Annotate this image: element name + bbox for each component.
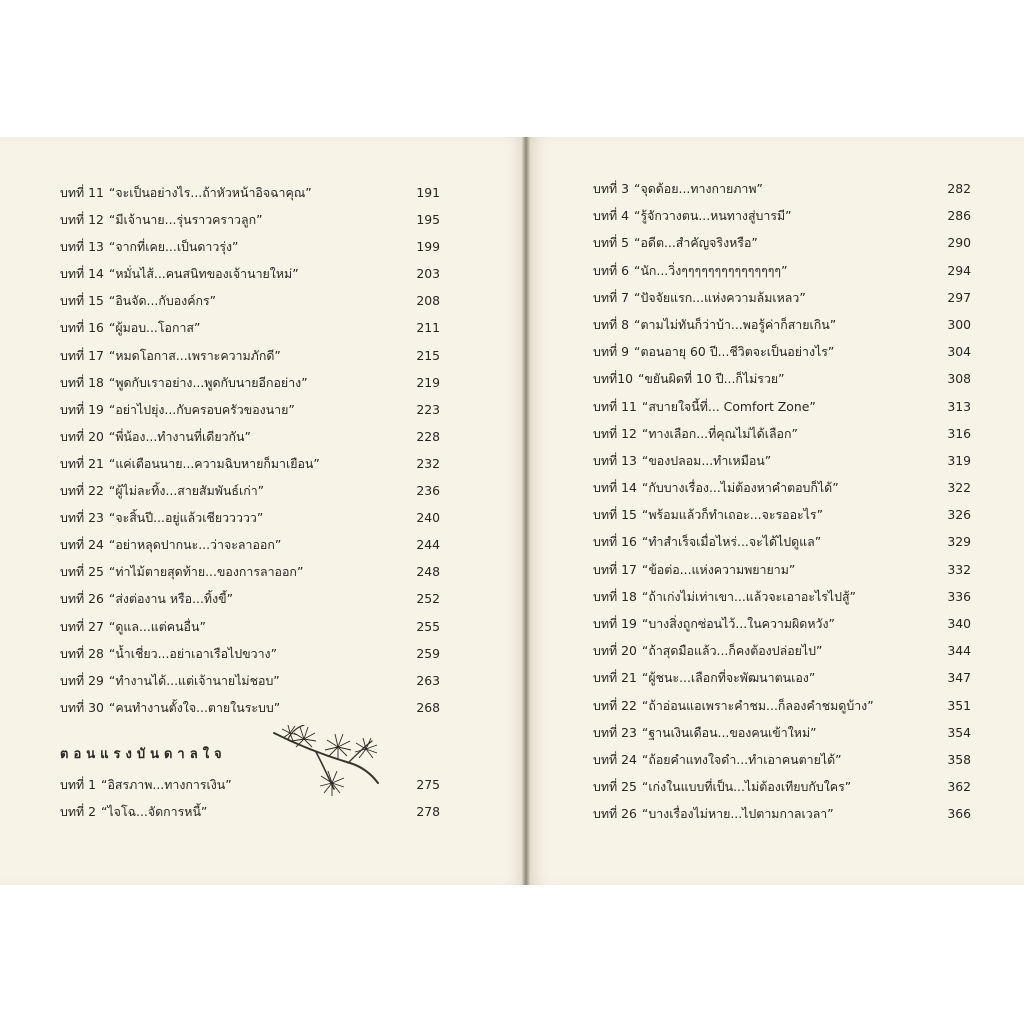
toc-entry <box>60 667 440 694</box>
toc-entry <box>60 585 440 612</box>
chapter-title: “ถ้อยคำแทงใจดำ...ทำเอาคนตายได้” <box>641 751 842 767</box>
page-number: 228 <box>416 428 440 444</box>
chapter-number: บทที่ 14 <box>593 480 637 496</box>
toc-entry <box>593 583 971 610</box>
chapter-title: “จากที่เคย...เป็นดาวรุ่ง” <box>108 239 239 255</box>
toc-entry <box>593 365 971 392</box>
toc-entry <box>593 202 971 229</box>
chapter-number: บทที่ 26 <box>593 806 637 822</box>
chapter-number: บทที่ 19 <box>60 401 104 417</box>
page-number: 332 <box>947 561 971 577</box>
chapter-number: บทที่ 19 <box>593 616 637 631</box>
chapter-title: “ทำงานได้...แต่เจ้านายไม่ชอบ” <box>108 672 280 688</box>
chapter-number: บทที่ 20 <box>593 643 637 659</box>
toc-entry <box>593 800 971 827</box>
chapter-number: บทที่ 15 <box>593 507 637 523</box>
toc-entry <box>593 447 971 474</box>
chapter-title: “ปัจจัยแรก...แห่งความล้มเหลว” <box>634 289 806 305</box>
chapter-number: บทที่ 2 <box>60 804 97 820</box>
page-number: 208 <box>416 293 440 309</box>
chapter-number: บทที่ 12 <box>60 212 104 228</box>
chapter-number: บทที่ 5 <box>593 235 630 251</box>
chapter-title: “นัก...วิ่งๆๆๆๆๆๆๆๆๆๆๆๆๆๆๆ” <box>634 262 788 278</box>
page-number: 215 <box>416 347 440 363</box>
chapter-title: “สบายใจนี้ที่... Comfort Zone” <box>641 398 816 414</box>
toc-entry <box>593 474 971 501</box>
toc-entry <box>593 257 971 284</box>
page-number: 223 <box>416 401 440 417</box>
page-number: 255 <box>416 618 440 634</box>
chapter-number: บทที่ 24 <box>60 537 104 553</box>
page-number: 329 <box>947 534 971 550</box>
chapter-title: “คนทำงานตั้งใจ...ตายในระบบ” <box>108 699 281 715</box>
toc-entry <box>60 260 440 287</box>
chapter-title: “อดีต...สำคัญจริงหรือ” <box>634 235 758 251</box>
toc-entry <box>593 773 971 800</box>
chapter-number: บทที่ 11 <box>593 398 637 414</box>
page-number: 268 <box>416 699 440 715</box>
chapter-title: “ฐานเงินเดือน...ของคนเข้าใหม่” <box>641 724 817 740</box>
page-number: 316 <box>947 425 971 441</box>
chapter-number: บทที่ 22 <box>60 483 104 499</box>
chapter-title: “ตอนอายุ 60 ปี...ชีวิตจะเป็นอย่างไร” <box>634 344 835 360</box>
toc-entry <box>60 206 440 233</box>
page-number: 308 <box>947 371 971 387</box>
page-number: 195 <box>416 212 440 228</box>
page-number: 240 <box>416 510 440 526</box>
chapter-number: บทที่ 16 <box>593 534 637 550</box>
chapter-title: “รู้จักวางตน...หนทางสู่บารมี” <box>634 208 792 224</box>
toc-entry <box>60 640 440 667</box>
page-number: 336 <box>947 588 971 604</box>
chapter-title: “ดูแล...แต่คนอื่น” <box>108 618 206 634</box>
toc-entry <box>60 396 440 423</box>
toc-entry <box>593 284 971 311</box>
toc-entry <box>60 531 440 558</box>
chapter-title: “จุดด้อย...ทางกายภาพ” <box>634 181 763 196</box>
page-number: 199 <box>416 239 440 255</box>
chapter-number: บทที่ 13 <box>593 452 637 468</box>
chapter-number: บทที่ 29 <box>60 672 104 688</box>
toc-entry <box>60 771 440 798</box>
toc-entry <box>60 423 440 450</box>
chapter-title: “ทางเลือก...ที่คุณไม่ได้เลือก” <box>641 425 798 441</box>
chapter-number: บทที่ 24 <box>593 751 637 767</box>
chapter-title: “ผู้ชนะ...เลือกที่จะพัฒนาตนเอง” <box>641 670 816 686</box>
chapter-title: “ผู้มอบ...โอกาส” <box>108 320 201 336</box>
toc-entry <box>60 233 440 260</box>
chapter-number: บทที่ 13 <box>60 239 104 255</box>
toc-entry <box>593 175 971 202</box>
page-number: 278 <box>416 804 440 820</box>
chapter-title: “บางสิ่งถูกซ่อนไว้...ในความผิดหวัง” <box>641 616 835 631</box>
chapter-number: บทที่ 23 <box>593 724 637 740</box>
toc-entry <box>593 528 971 555</box>
section-title: ตอนแรงบันดาลใจ <box>60 747 227 762</box>
toc-entry <box>593 746 971 773</box>
chapter-number: บทที่ 18 <box>60 374 104 390</box>
page-number: 263 <box>416 672 440 688</box>
toc-entry <box>593 393 971 420</box>
chapter-title: “ข้อต่อ...แห่งความพยายาม” <box>641 561 796 577</box>
toc-entry <box>593 501 971 528</box>
toc-entry <box>593 637 971 664</box>
chapter-number: บทที่ 18 <box>593 588 637 604</box>
chapter-title: “พูดกับเราอย่าง...พูดกับนายอีกอย่าง” <box>108 374 308 390</box>
page-number: 236 <box>416 483 440 499</box>
page-number: 252 <box>416 591 440 607</box>
page-number: 347 <box>947 670 971 686</box>
chapter-number: บทที่ 11 <box>60 185 104 200</box>
toc-entry <box>593 338 971 365</box>
page-number: 300 <box>947 316 971 332</box>
page-number: 297 <box>947 289 971 305</box>
chapter-number: บทที่ 12 <box>593 425 637 441</box>
page-number: 340 <box>947 616 971 631</box>
page-number: 203 <box>416 266 440 282</box>
toc-left-section-list <box>60 771 440 825</box>
page-number: 366 <box>947 806 971 822</box>
chapter-title: “อิสรภาพ...ทางการเงิน” <box>101 777 232 792</box>
chapter-number: บทที่ 8 <box>593 316 630 332</box>
page-number: 219 <box>416 374 440 390</box>
chapter-number: บทที่10 <box>593 371 633 387</box>
chapter-title: “หมดโอกาส...เพราะความภักดี” <box>108 347 281 363</box>
page-number: 362 <box>947 779 971 795</box>
toc-left-list <box>60 179 440 721</box>
page-number: 319 <box>947 452 971 468</box>
page-number: 211 <box>416 320 440 336</box>
chapter-title: “มีเจ้านาย...รุ่นราวคราวลูก” <box>108 212 263 228</box>
toc-entry <box>60 342 440 369</box>
chapter-number: บทที่ 3 <box>593 181 630 196</box>
book-gutter <box>522 137 530 885</box>
chapter-number: บทที่ 1 <box>60 777 97 792</box>
toc-entry <box>60 179 440 206</box>
toc-entry <box>60 694 440 721</box>
toc-entry <box>60 798 440 825</box>
page-number: 191 <box>416 185 440 200</box>
page-number: 326 <box>947 507 971 523</box>
chapter-number: บทที่ 21 <box>593 670 637 686</box>
chapter-title: “อย่าหลุดปากนะ...ว่าจะลาออก” <box>108 537 282 553</box>
chapter-number: บทที่ 17 <box>60 347 104 363</box>
toc-entry <box>60 314 440 341</box>
toc-entry <box>60 613 440 640</box>
chapter-title: “บางเรื่องไม่หาย...ไปตามกาลเวลา” <box>641 806 834 822</box>
page-number: 282 <box>947 181 971 196</box>
chapter-title: “อินจัด...กับองค์กร” <box>108 293 217 309</box>
chapter-number: บทที่ 22 <box>593 697 637 713</box>
chapter-title: “หมั่นไส้...คนสนิทของเจ้านายใหม่” <box>108 266 299 282</box>
chapter-title: “น้ำเชี่ยว...อย่าเอาเรือไปขวาง” <box>108 645 278 661</box>
chapter-number: บทที่ 26 <box>60 591 104 607</box>
page-number: 244 <box>416 537 440 553</box>
chapter-title: “ถ้าอ่อนแอเพราะคำชม...ก็ลองคำชมดูบ้าง” <box>641 697 874 713</box>
page-number: 259 <box>416 645 440 661</box>
chapter-number: บทที่ 23 <box>60 510 104 526</box>
page-number: 358 <box>947 751 971 767</box>
chapter-number: บทที่ 28 <box>60 645 104 661</box>
chapter-number: บทที่ 9 <box>593 344 630 360</box>
chapter-title: “ส่งต่องาน หรือ...ทิ้งขี้” <box>108 591 234 607</box>
page-number: 322 <box>947 480 971 496</box>
toc-entry <box>60 450 440 477</box>
toc-right-list <box>593 175 971 828</box>
toc-entry <box>593 664 971 691</box>
chapter-title: “ถ้าเก่งไม่เท่าเขา...แล้วจะเอาอะไรไปสู้” <box>641 588 856 604</box>
chapter-title: “ไจโฉ...จัดการหนี้” <box>101 804 208 820</box>
toc-entry <box>593 311 971 338</box>
page-number: 294 <box>947 262 971 278</box>
chapter-title: “ขยันผิดที่ 10 ปี...ก็ไม่รวย” <box>637 371 785 387</box>
chapter-number: บทที่ 25 <box>60 564 104 580</box>
chapter-title: “จะเป็นอย่างไร...ถ้าหัวหน้าอิจฉาคุณ” <box>108 185 312 200</box>
page-number: 351 <box>947 697 971 713</box>
chapter-number: บทที่ 17 <box>593 561 637 577</box>
chapter-title: “เก่งในแบบที่เป็น...ไม่ต้องเทียบกับใคร” <box>641 779 852 795</box>
chapter-title: “ถ้าสุดมือแล้ว...ก็คงต้องปล่อยไป” <box>641 643 823 659</box>
chapter-number: บทที่ 27 <box>60 618 104 634</box>
toc-entry <box>593 229 971 256</box>
toc-entry <box>593 556 971 583</box>
chapter-number: บทที่ 4 <box>593 208 630 224</box>
toc-entry <box>60 477 440 504</box>
page-number: 313 <box>947 398 971 414</box>
page-number: 344 <box>947 643 971 659</box>
chapter-title: “พร้อมแล้วก็ทำเถอะ...จะรออะไร” <box>641 507 823 523</box>
page-number: 290 <box>947 235 971 251</box>
chapter-number: บทที่ 25 <box>593 779 637 795</box>
chapter-number: บทที่ 21 <box>60 455 104 471</box>
chapter-title: “ทำสำเร็จเมื่อไหร่...จะได้ไปดูแล” <box>641 534 822 550</box>
chapter-number: บทที่ 14 <box>60 266 104 282</box>
page-number: 232 <box>416 455 440 471</box>
page-number: 286 <box>947 208 971 224</box>
page-number: 304 <box>947 344 971 360</box>
toc-entry <box>593 719 971 746</box>
toc-entry <box>60 369 440 396</box>
page-number: 275 <box>416 777 440 792</box>
toc-entry <box>60 558 440 585</box>
chapter-title: “แค่เตือนนาย...ความฉิบหายก็มาเยือน” <box>108 455 320 471</box>
chapter-number: บทที่ 30 <box>60 699 104 715</box>
book-spread <box>0 137 1024 885</box>
toc-entry <box>60 287 440 314</box>
chapter-number: บทที่ 15 <box>60 293 104 309</box>
chapter-title: “ตามไม่ทันก็ว่าบ้า...พอรู้ค่าก็สายเกิน” <box>634 316 837 332</box>
page-number: 248 <box>416 564 440 580</box>
chapter-title: “ของปลอม...ทำเหมือน” <box>641 452 772 468</box>
chapter-number: บทที่ 7 <box>593 289 630 305</box>
page-number: 354 <box>947 724 971 740</box>
chapter-title: “พี่น้อง...ทำงานที่เดียวกัน” <box>108 428 251 444</box>
chapter-number: บทที่ 6 <box>593 262 630 278</box>
chapter-title: “อย่าไปยุ่ง...กับครอบครัวของนาย” <box>108 401 295 417</box>
chapter-title: “ผู้ไม่ละทิ้ง...สายสัมพันธ์เก่า” <box>108 483 265 499</box>
toc-entry <box>593 692 971 719</box>
chapter-title: “ท่าไม้ตายสุดท้าย...ของการลาออก” <box>108 564 304 580</box>
chapter-title: “จะสิ้นปี...อยู่แล้วเชียววววว” <box>108 510 264 526</box>
toc-entry <box>60 504 440 531</box>
chapter-number: บทที่ 20 <box>60 428 104 444</box>
chapter-title: “กับบางเรื่อง...ไม่ต้องหาคำตอบก็ได้” <box>641 480 839 496</box>
toc-entry <box>593 420 971 447</box>
chapter-number: บทที่ 16 <box>60 320 104 336</box>
toc-entry <box>593 610 971 637</box>
